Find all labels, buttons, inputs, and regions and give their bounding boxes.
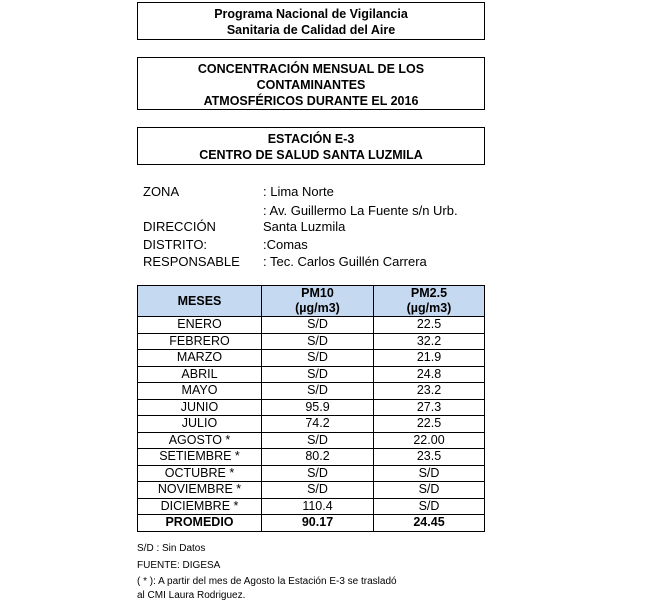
pm10-header-unit: (µg/m3) [262,301,373,316]
month-cell: ABRIL [138,366,262,383]
pm25-cell: 22.00 [374,432,485,449]
direccion-label: DIRECCIÓN [143,218,216,235]
table-header-row [138,286,485,317]
pm10-cell: 80.2 [262,449,374,466]
table-row [138,482,485,499]
pm10-cell: S/D [262,465,374,482]
report-title-line1: CONCENTRACIÓN MENSUAL DE LOS [138,61,484,77]
table-row [138,317,485,334]
pm25-cell: 22.5 [374,416,485,433]
average-row [138,515,485,532]
pm10-cell: S/D [262,432,374,449]
pm10-cell: S/D [262,333,374,350]
zona-label: ZONA [143,183,179,200]
average-label: PROMEDIO [138,515,262,532]
asterisk-note-line2: al CMI Laura Rodriguez. [137,589,397,602]
station-title-line1: ESTACIÓN E-3 [138,131,484,147]
pm10-cell: 110.4 [262,498,374,515]
table-row [138,465,485,482]
pm25-header-unit: (µg/m3) [374,301,484,316]
distrito-label: DISTRITO: [143,236,207,253]
station-title [137,127,485,165]
table-row [138,416,485,433]
station-info [143,183,543,273]
direccion-value-line2: Santa Luzmila [263,218,345,235]
month-cell: OCTUBRE * [138,465,262,482]
month-cell: DICIEMBRE * [138,498,262,515]
pm25-header-name: PM2.5 [374,286,484,301]
pm10-cell: 74.2 [262,416,374,433]
pm25-header [374,286,485,317]
direccion-value-line1: : Av. Guillermo La Fuente s/n Urb. [263,202,458,219]
program-header-line2: Sanitaria de Calidad del Aire [138,22,484,38]
pm25-cell: 22.5 [374,317,485,334]
footnotes [137,542,397,602]
pm10-cell: S/D [262,350,374,367]
pm25-cell: 23.5 [374,449,485,466]
pm10-cell: S/D [262,383,374,400]
month-cell: ENERO [138,317,262,334]
program-header [137,2,485,40]
pm10-header-name: PM10 [262,286,373,301]
month-cell: MARZO [138,350,262,367]
station-title-line2: CENTRO DE SALUD SANTA LUZMILA [138,147,484,163]
sd-note: S/D : Sin Datos [137,542,397,556]
pm10-header [262,286,374,317]
month-cell: SETIEMBRE * [138,449,262,466]
pm25-average: 24.45 [374,515,485,532]
distrito-value: :Comas [263,236,308,253]
pm10-cell: S/D [262,482,374,499]
month-cell: FEBRERO [138,333,262,350]
program-header-line1: Programa Nacional de Vigilancia [138,6,484,22]
pm25-cell: 23.2 [374,383,485,400]
pm10-average: 90.17 [262,515,374,532]
pm10-cell: S/D [262,366,374,383]
pm25-cell: S/D [374,498,485,515]
responsable-label: RESPONSABLE [143,253,240,270]
month-cell: AGOSTO * [138,432,262,449]
month-cell: NOVIEMBRE * [138,482,262,499]
pm10-cell: 95.9 [262,399,374,416]
table-row [138,399,485,416]
table-row [138,350,485,367]
report-title [137,57,485,110]
report-title-line2: CONTAMINANTES [138,77,484,93]
zona-value: : Lima Norte [263,183,334,200]
meses-header: MESES [138,286,262,317]
pm25-cell: 24.8 [374,366,485,383]
table-row [138,366,485,383]
source-note: FUENTE: DIGESA [137,559,397,573]
table-row [138,449,485,466]
month-cell: MAYO [138,383,262,400]
pm25-cell: S/D [374,465,485,482]
asterisk-note-line1: ( * ): A partir del mes de Agosto la Estación E-3 se trasladó [137,575,397,589]
table-row [138,383,485,400]
concentration-table [137,285,485,532]
report-title-line3: ATMOSFÉRICOS DURANTE EL 2016 [138,93,484,109]
responsable-value: : Tec. Carlos Guillén Carrera [263,253,427,270]
pm10-cell: S/D [262,317,374,334]
month-cell: JULIO [138,416,262,433]
table-row [138,432,485,449]
pm25-cell: 27.3 [374,399,485,416]
table-row [138,333,485,350]
pm25-cell: 32.2 [374,333,485,350]
pm25-cell: 21.9 [374,350,485,367]
pm25-cell: S/D [374,482,485,499]
table-row [138,498,485,515]
month-cell: JUNIO [138,399,262,416]
